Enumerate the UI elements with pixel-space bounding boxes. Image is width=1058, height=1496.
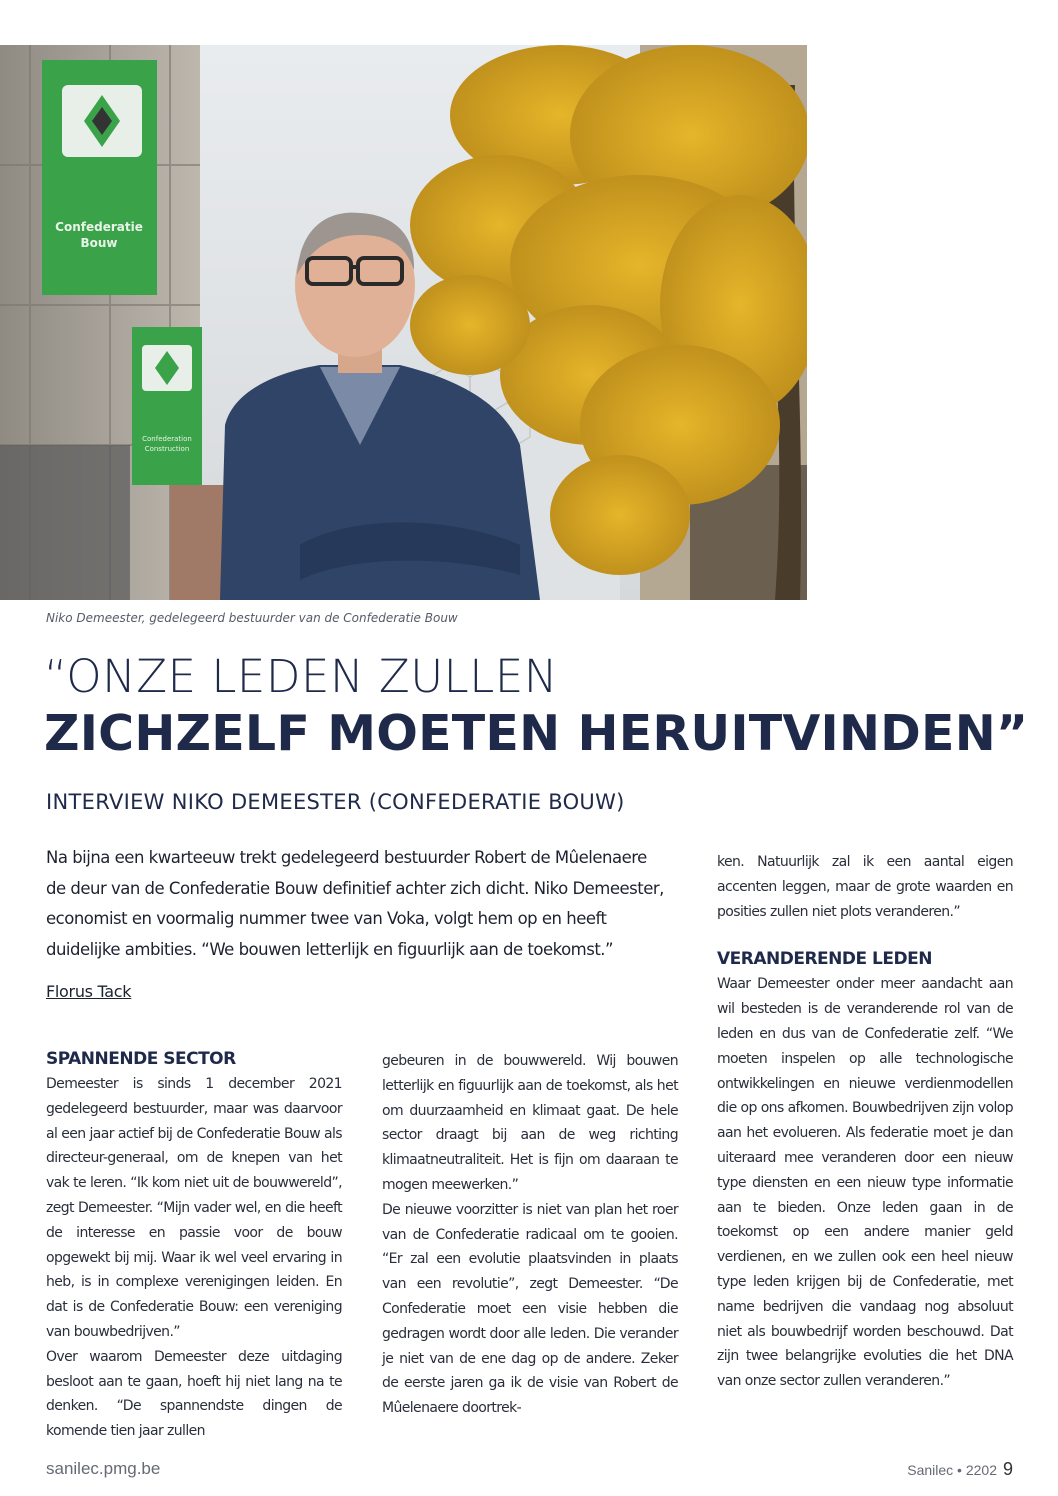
body-paragraph: Over waarom Demeester deze uitdaging besloot aan te gaan, hoeft hij niet lang na te denken. “De spannendste dingen de komende tien jaar zullen <box>46 1348 342 1440</box>
page-number: 9 <box>1002 1459 1013 1479</box>
banner-top <box>42 60 157 295</box>
author-byline: Florus Tack <box>46 982 132 1001</box>
section-heading-spannende-sector: SPANNENDE SECTOR <box>46 1049 236 1069</box>
lead-paragraph: Na bijna een kwarteeuw trekt gedelegeerd bestuurder Robert de Mûelenaere de deur van de Confederatie Bouw definitief achter zich dicht. Niko Demeester, economist en voormalig nummer twee van Voka, volgt hem op en heeft duidelijke ambities. “We bouwen letterlijk en figuurlijk aan de toekomst.” <box>46 848 664 959</box>
issue-label: Sanilec • 2202 <box>907 1462 997 1478</box>
body-paragraph: ken. Natuurlijk zal ik een aantal eigen accenten leggen, maar de grote waarden en posities zullen niet plots veranderen.” <box>717 854 1013 920</box>
svg-text:Bouw: Bouw <box>80 236 118 250</box>
footer-issue <box>907 1459 1013 1480</box>
headline-line2: ZICHZELF MOETEN HERUITVINDEN” <box>44 705 1029 762</box>
section-heading-veranderende-leden: VERANDERENDE LEDEN <box>717 949 932 970</box>
body-paragraph: Demeester is sinds 1 december 2021 gedelegeerd bestuurder, maar was daarvoor al een jaar actief bij de Confederatie Bouw als directeur-generaal, om de knepen van het vak te leren. “Ik kom niet uit de bouwwereld”, zegt Demeester. “Mijn vader wel, en die heeft de interesse en passie voor de bouw opgewekt bij mij. Waar ik wel veel ervaring in heb, is in complexe verenigingen leiden. En dat is de Confederatie Bouw: een vereniging van bouwbedrijven.” <box>46 1076 342 1340</box>
column-1 <box>46 1046 342 1444</box>
svg-text:Confederation: Confederation <box>142 435 192 443</box>
body-paragraph: Waar Demeester onder meer aandacht aan wil besteden is de veranderende rol van de leden en dus van de Confederatie zelf. “We moeten inspelen op alle technologische ontwikkelingen en nieuwe verdienmodellen die op ons afkomen. Bouwbedrijven zijn volop aan het evolueren. Als federatie moet je dan uiteraard mee veranderen door een nieuw type diensten en een nieuw type informatie aan te bieden. Onze leden gaan in de toekomst op een andere manier geld verdienen, en we zullen ook een heel nieuw type leden krijgen bij de Confederatie, met name bedrijven die vandaag nog absoluut niet als bouwbedrijf worden beschouwd. Dat zijn twee belangrijke evoluties die het DNA van onze sector zullen veranderen.” <box>717 976 1013 1390</box>
svg-text:Construction: Construction <box>144 445 190 453</box>
article-subtitle: INTERVIEW NIKO DEMEESTER (CONFEDERATIE BOUW) <box>46 790 625 814</box>
photo-caption: Niko Demeester, gedelegeerd bestuurder van de Confederatie Bouw <box>46 611 458 625</box>
banner-bottom <box>132 327 202 485</box>
body-paragraph: gebeuren in de bouwwereld. Wij bouwen letterlijk en figuurlijk aan de toekomst, als het om duurzaamheid en klimaat gaat. De hele sector draagt bij aan de weg richting klimaatneutraliteit. Het is fijn om daaraan te mogen meewerken.” <box>382 1053 678 1193</box>
column-3 <box>717 850 1013 1394</box>
article-photo <box>0 45 807 600</box>
body-paragraph: De nieuwe voorzitter is niet van plan het roer van de Confederatie radicaal om te gooien. “Er zal een evolutie plaatsvinden in plaats van een revolutie”, zegt Demeester. “De Confederatie moet een visie hebben die gedragen wordt door alle leden. Die verander je niet van de ene dag op de andere. Zeker de eerste jaren ga ik de visie van Robert de Mûelenaere doortrek- <box>382 1201 678 1417</box>
headline-line1: “ONZE LEDEN ZULLEN <box>44 650 558 703</box>
column-2 <box>382 1049 678 1421</box>
svg-text:Confederatie: Confederatie <box>55 220 143 234</box>
footer-website[interactable]: sanilec.pmg.be <box>46 1459 161 1478</box>
